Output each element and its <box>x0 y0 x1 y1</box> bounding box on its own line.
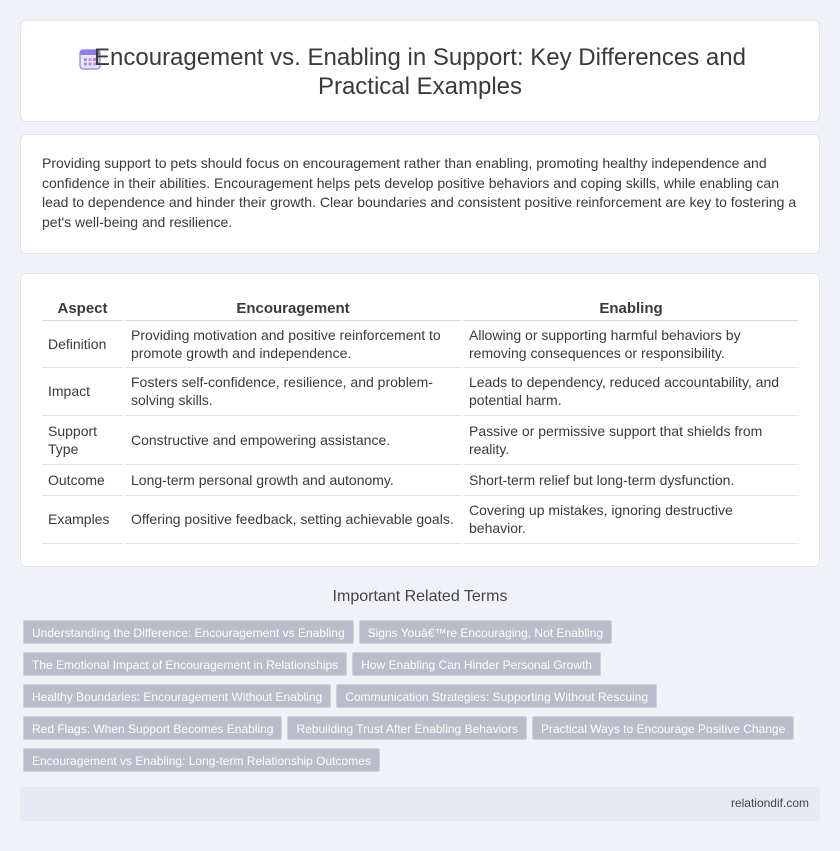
table-header-row <box>42 293 799 320</box>
table-row <box>42 320 799 367</box>
aspect-cell: Outcome <box>42 464 124 495</box>
table-row <box>42 464 799 495</box>
related-term-link[interactable]: Signs Youâ€™re Encouraging, Not Enabling <box>359 620 613 644</box>
table-row <box>42 495 799 543</box>
aspect-cell: Definition <box>42 320 124 367</box>
column-header-encouragement: Encouragement <box>124 293 462 320</box>
enabling-cell: Covering up mistakes, ignoring destructive behavior. <box>462 495 799 543</box>
aspect-cell: Examples <box>42 495 124 543</box>
related-term-link[interactable]: Practical Ways to Encourage Positive Change <box>532 716 794 740</box>
enabling-cell: Passive or permissive support that shields from reality. <box>462 415 799 464</box>
comparison-card <box>20 273 820 567</box>
encouragement-cell: Providing motivation and positive reinforcement to promote growth and independence. <box>124 320 462 367</box>
related-term-link[interactable]: Rebuilding Trust After Enabling Behaviors <box>287 716 526 740</box>
aspect-cell: Impact <box>42 367 124 415</box>
header-card <box>20 20 820 122</box>
enabling-cell: Allowing or supporting harmful behaviors by removing consequences or responsibility. <box>462 320 799 367</box>
enabling-cell: Short-term relief but long-term dysfunction. <box>462 464 799 495</box>
footer-site-link[interactable]: relationdif.com <box>730 796 809 810</box>
related-term-link[interactable]: Healthy Boundaries: Encouragement Without Enabling <box>23 684 331 708</box>
encouragement-cell: Constructive and empowering assistance. <box>124 415 462 464</box>
enabling-cell: Leads to dependency, reduced accountability, and potential harm. <box>462 367 799 415</box>
related-term-link[interactable]: Encouragement vs Enabling: Long-term Relationship Outcomes <box>23 748 380 772</box>
column-header-enabling: Enabling <box>462 293 799 320</box>
intro-paragraph: Providing support to pets should focus on encouragement rather than enabling, promoting healthy independence and confidence in their abilities. Encouragement helps pets develop positive behaviors and coping skills, while enabling can lead to dependence and hinder their growth. Clear boundaries and consistent positive reinforcement are key to fostering a pet's well-being and resilience. <box>42 155 797 230</box>
column-header-aspect: Aspect <box>42 293 124 320</box>
aspect-cell: Support Type <box>42 415 124 464</box>
table-row <box>42 415 799 464</box>
footer <box>20 787 820 821</box>
encouragement-cell: Fosters self-confidence, resilience, and problem-solving skills. <box>124 367 462 415</box>
related-term-link[interactable]: The Emotional Impact of Encouragement in Relationships <box>23 652 347 676</box>
related-terms-list <box>23 620 813 780</box>
related-terms-heading: Important Related Terms <box>332 588 508 605</box>
related-term-link[interactable]: Red Flags: When Support Becomes Enabling <box>23 716 282 740</box>
encouragement-cell: Offering positive feedback, setting achievable goals. <box>124 495 462 543</box>
intro-card <box>20 134 820 254</box>
related-term-link[interactable]: How Enabling Can Hinder Personal Growth <box>352 652 601 676</box>
related-term-link[interactable]: Understanding the Difference: Encouragement vs Enabling <box>23 620 354 644</box>
encouragement-cell: Long-term personal growth and autonomy. <box>124 464 462 495</box>
related-term-link[interactable]: Communication Strategies: Supporting Without Rescuing <box>336 684 657 708</box>
table-row <box>42 367 799 415</box>
comparison-table <box>42 293 799 544</box>
page-title: Encouragement vs. Enabling in Support: Key Differences and Practical Examples <box>94 44 746 100</box>
